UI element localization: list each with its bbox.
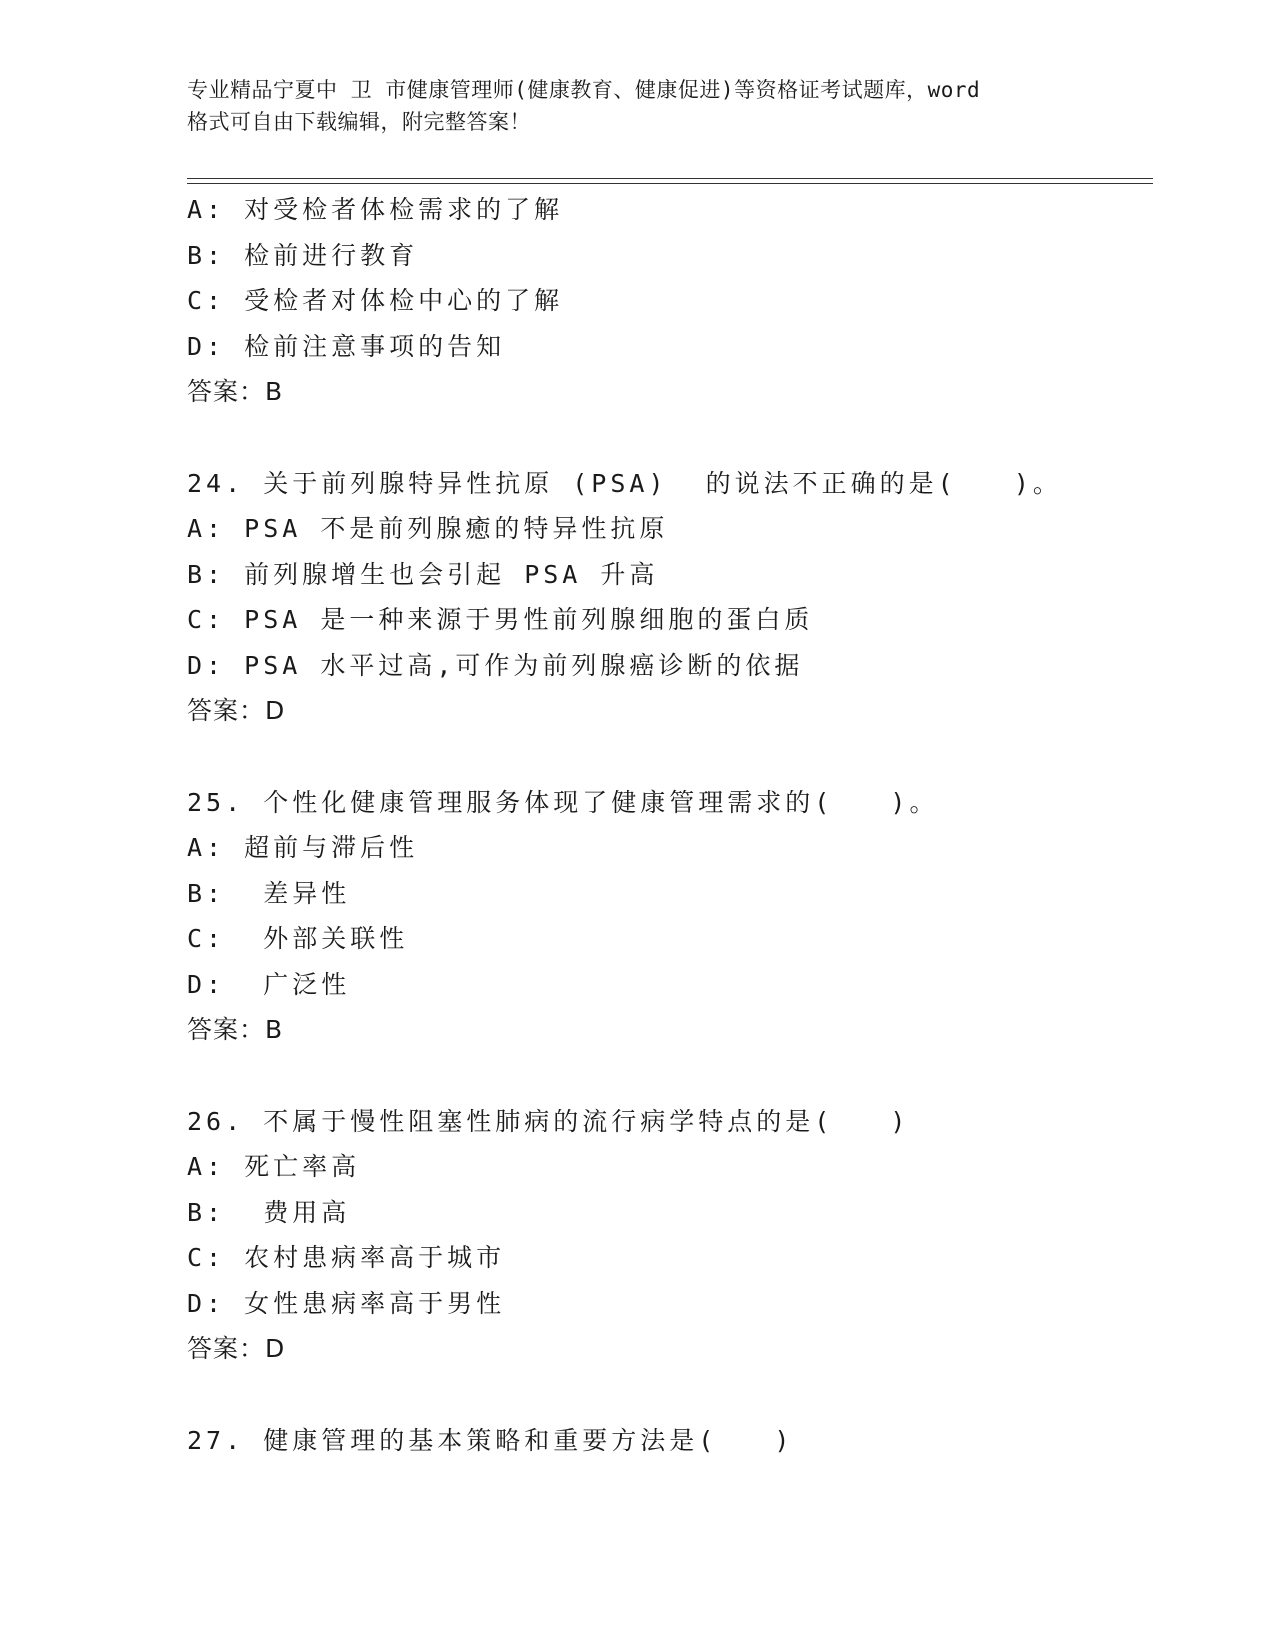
spacer: [187, 415, 1147, 461]
option-d: D: PSA 水平过高,可作为前列腺癌诊断的依据: [187, 650, 804, 680]
option-d: D: 检前注意事项的告知: [187, 331, 506, 361]
header-rule-bottom: [187, 183, 1153, 184]
question-23: [187, 187, 1147, 415]
question-stem: 24. 关于前列腺特异性抗原 (PSA) 的说法不正确的是( )。: [187, 468, 1062, 498]
option-c: C: PSA 是一种来源于男性前列腺细胞的蛋白质: [187, 605, 814, 634]
option-b: B: 费用高: [187, 1197, 351, 1227]
option-a: A: 对受检者体检需求的了解: [187, 195, 564, 224]
header-rule-top: [187, 178, 1153, 179]
document-header: [187, 74, 1087, 138]
option-a: A: 死亡率高: [187, 1152, 361, 1181]
answer: 答案：D: [187, 696, 286, 725]
header-line-1: 专业精品宁夏中 卫 市健康管理师(健康教育、健康促进)等资格证考试题库，word: [187, 78, 981, 102]
spacer: [187, 1053, 1147, 1099]
spacer: [187, 734, 1147, 780]
question-27: [187, 1418, 1147, 1464]
option-b: B: 前列腺增生也会引起 PSA 升高: [187, 559, 659, 589]
option-a: A: PSA 不是前列腺癒的特异性抗原: [187, 514, 669, 543]
question-stem: 25. 个性化健康管理服务体现了健康管理需求的( )。: [187, 787, 939, 817]
header-line-2: 格式可自由下载编辑，附完整答案！: [187, 110, 531, 134]
answer: 答案：B: [187, 1015, 284, 1044]
option-c: C: 农村患病率高于城市: [187, 1243, 506, 1272]
option-b: B: 检前进行教育: [187, 240, 419, 270]
answer: 答案：D: [187, 1334, 286, 1363]
option-c: C: 受检者对体检中心的了解: [187, 286, 564, 315]
question-stem: 26. 不属于慢性阻塞性肺病的流行病学特点的是( ): [187, 1106, 910, 1136]
option-a: A: 超前与滞后性: [187, 833, 419, 862]
question-26: [187, 1099, 1147, 1372]
question-stem: 27. 健康管理的基本策略和重要方法是( ): [187, 1425, 794, 1455]
answer: 答案：B: [187, 377, 284, 406]
option-c: C: 外部关联性: [187, 924, 409, 953]
question-24: [187, 461, 1147, 734]
option-d: D: 女性患病率高于男性: [187, 1288, 506, 1318]
question-25: [187, 780, 1147, 1053]
option-d: D: 广泛性: [187, 969, 351, 999]
question-list: [187, 187, 1147, 1463]
spacer: [187, 1372, 1147, 1418]
option-b: B: 差异性: [187, 878, 351, 908]
